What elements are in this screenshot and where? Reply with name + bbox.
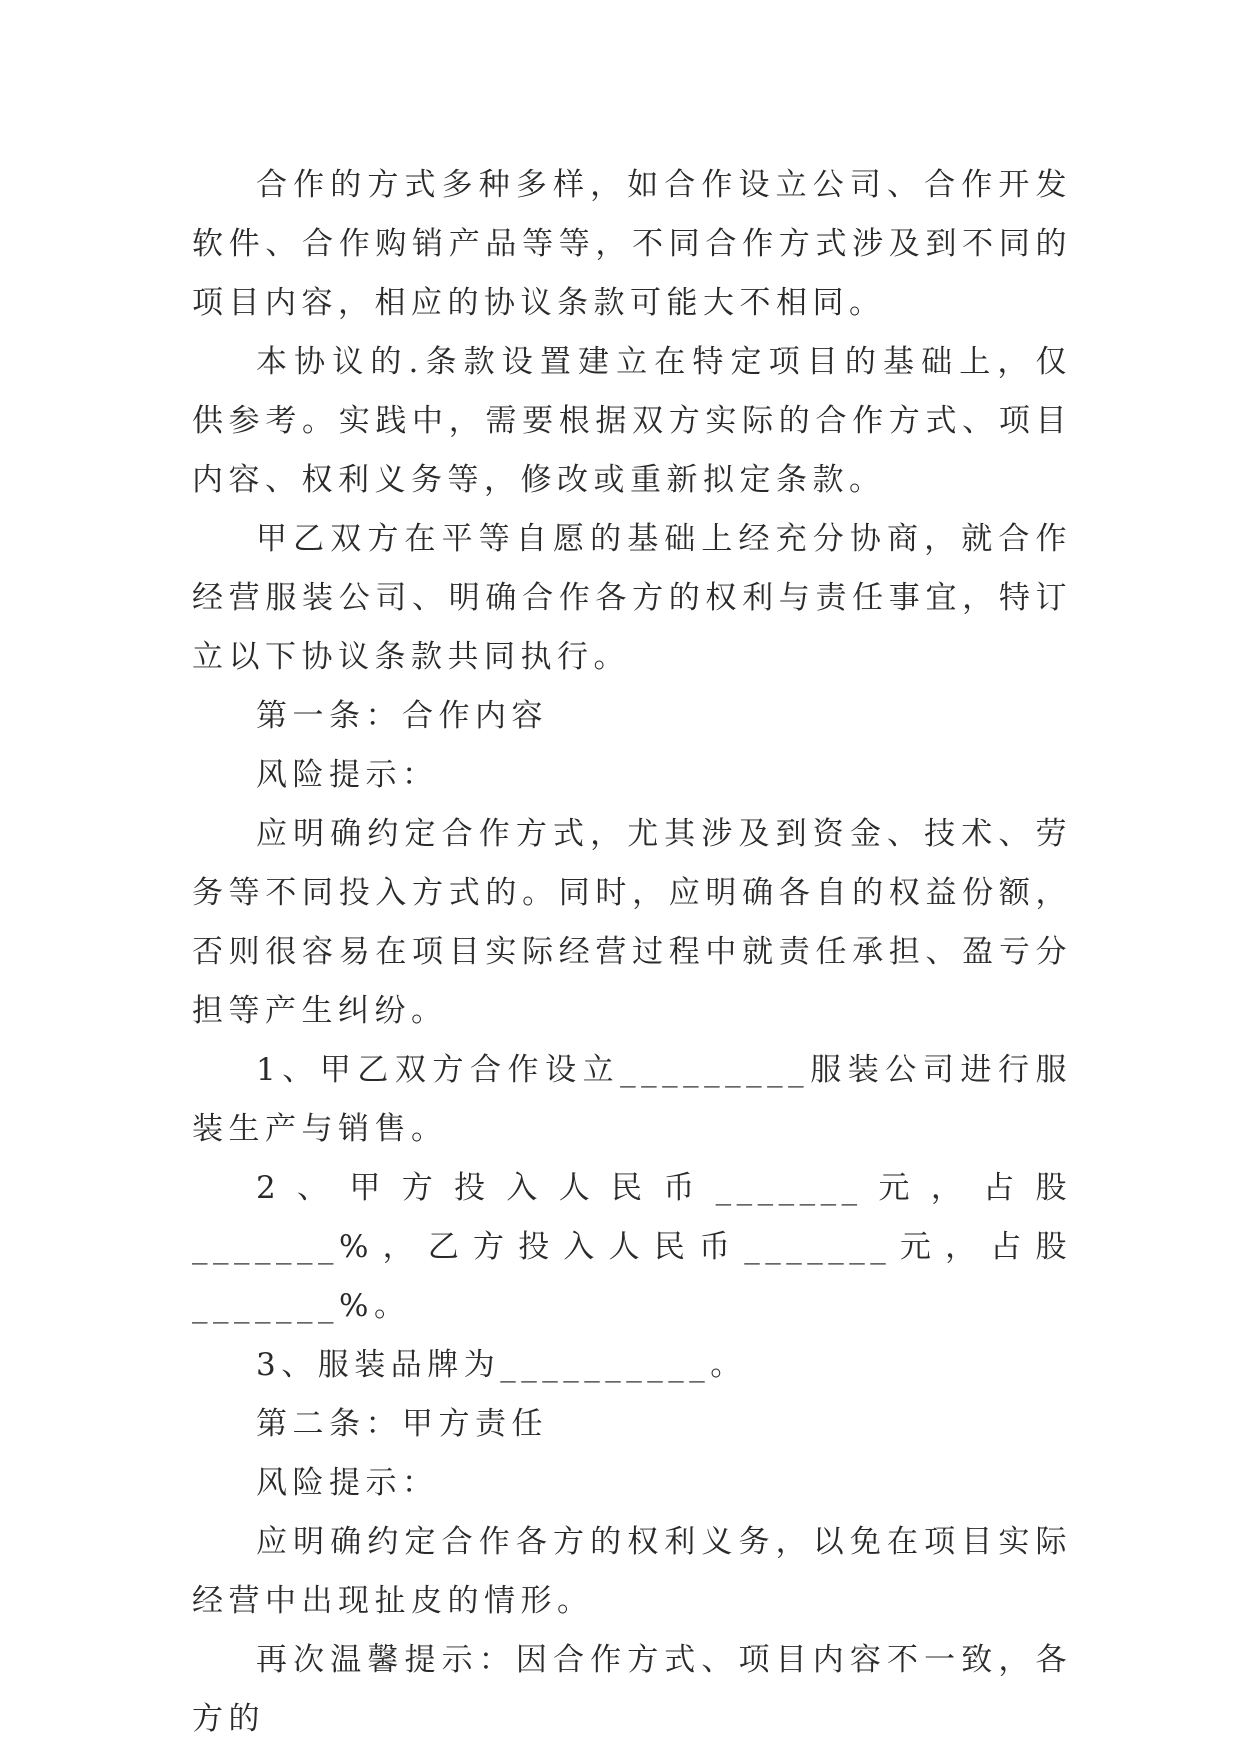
paragraph-reference-note: 本协议的.条款设置建立在特定项目的基础上，仅供参考。实践中，需要根据双方实际的合作方式、项目内容、权利义务等，修改或重新拟定条款。: [192, 344, 1072, 498]
clause-3-brand: 3、服装品牌为__________。: [256, 1347, 747, 1383]
document-body: [192, 156, 1072, 1749]
paragraph-agreement-purpose: 甲乙双方在平等自愿的基础上经充分协商，就合作经营服装公司、明确合作各方的权利与责任事宜，特订立以下协议条款共同执行。: [192, 521, 1072, 675]
risk-notice-label: 风险提示：: [256, 757, 439, 793]
paragraph-intro-cooperation-methods: 合作的方式多种多样，如合作设立公司、合作开发软件、合作购销产品等等，不同合作方式涉及到不同的项目内容，相应的协议条款可能大不相同。: [192, 167, 1072, 321]
article-2-heading: 第二条：甲方责任: [256, 1406, 548, 1442]
risk-notice-text: 应明确约定合作方式，尤其涉及到资金、技术、劳务等不同投入方式的。同时，应明确各自的权益份额，否则很容易在项目实际经营过程中就责任承担、盈亏分担等产生纠纷。: [192, 816, 1072, 1029]
risk-notice-text: 应明确约定合作各方的权利义务，以免在项目实际经营中出现扯皮的情形。: [192, 1524, 1072, 1619]
clause-2-investment-shares: 2、甲方投入人民币_______元，占股_______%，乙方投入人民币_______元，占股_______%。: [192, 1170, 1072, 1324]
risk-notice-label: 风险提示：: [256, 1465, 439, 1501]
clause-1-company-setup: 1、甲乙双方合作设立_________服装公司进行服装生产与销售。: [192, 1052, 1072, 1147]
article-1-heading: 第一条：合作内容: [256, 698, 548, 734]
reminder-paragraph: 再次温馨提示：因合作方式、项目内容不一致，各方的: [192, 1642, 1072, 1737]
